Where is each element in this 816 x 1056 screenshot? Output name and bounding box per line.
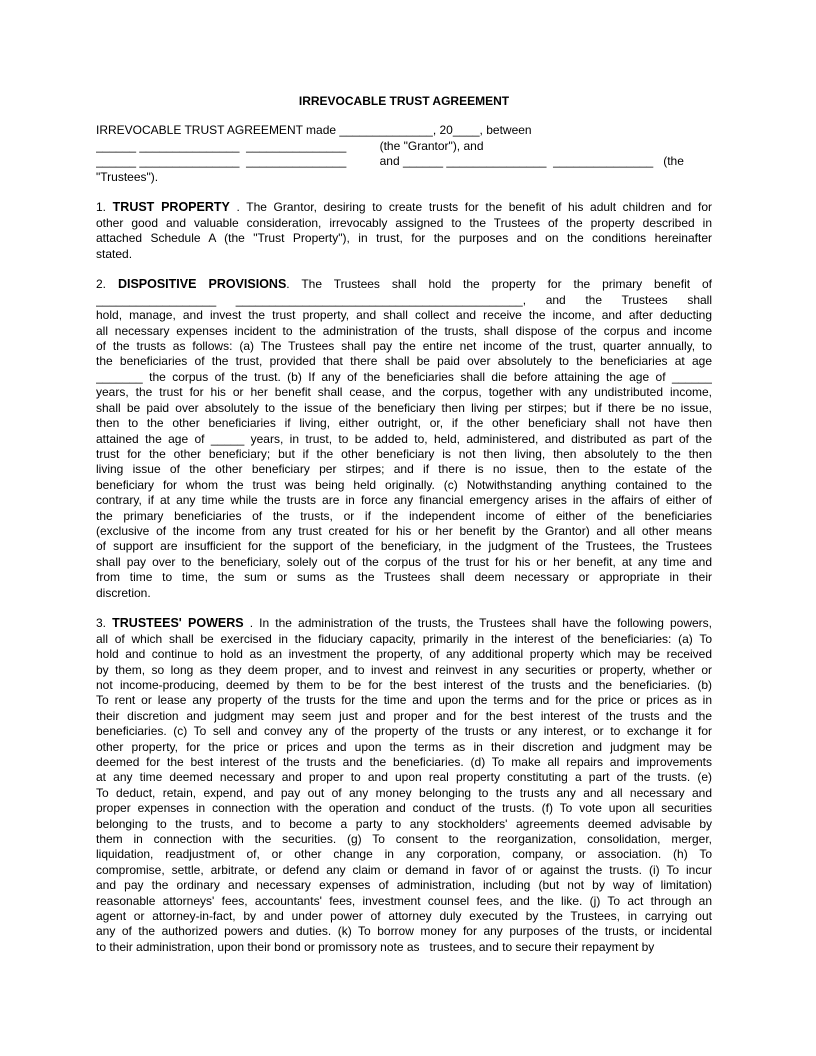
section-text: . In the administration of the trusts, the Trustees shall have the following powers, — [243, 616, 712, 631]
paragraph-line: their discretion and judgment may seem just and proper and for the best interest of the trusts and the — [96, 708, 712, 723]
preamble-line: ______ _______________ _______________ and ______ _______________ _______________ (the — [96, 154, 684, 169]
paragraph-line: all of which shall be exercised in the fiduciary capacity, primarily in the interest of the beneficiaries: (a) To — [96, 631, 712, 646]
paragraph-line: of support are insufficient for the support of the beneficiary, in the judgment of the Trustees, the Trustees — [96, 539, 712, 554]
paragraph-line: _______ the corpus of the trust. (b) If any of the beneficiaries shall die before attaining the age of ______ — [96, 369, 712, 384]
paragraph-line: the primary beneficiaries of the trusts, or if the independent income of either of the beneficiaries — [96, 508, 712, 523]
paragraph-line: any of the authorized powers and duties. (k) To borrow money for any purposes of the trusts, or incidental — [96, 924, 712, 939]
paragraph-line: by them, so long as they deem proper, and to invest and reinvest in any securities or property, whether or — [96, 662, 712, 677]
document-title: IRREVOCABLE TRUST AGREEMENT — [298, 94, 510, 108]
paragraph-line: To rent or lease any property of the trusts for the time and upon the terms and for the price or prices as in — [96, 693, 712, 708]
paragraph-line — [96, 277, 712, 292]
paragraph-line: hold and continue to hold as an investment the property, of any additional property which may be received — [96, 647, 712, 662]
paragraph-line: (exclusive of the income from any trust created for his or her benefit by the Grantor) and all other means — [96, 523, 712, 538]
section-number: 1. — [96, 200, 113, 215]
preamble-line: IRREVOCABLE TRUST AGREEMENT made ______________, 20____, between — [96, 123, 532, 138]
paragraph-line: at any time deemed necessary and proper to and upon real property constituting a part of the trusts. (e) — [96, 770, 712, 785]
paragraph-line: attained the age of _____ years, in trust, to be added to, held, administered, and distributed as part of the — [96, 431, 712, 446]
paragraph-line: then to the other beneficiaries if living, either outright, or, if the other beneficiary shall not have then — [96, 416, 712, 431]
paragraph-line: not income-producing, deemed by them to be for the best interest of the trusts and the beneficiaries. (b) — [96, 677, 712, 692]
paragraph-line: attached Schedule A (the "Trust Property"), in trust, for the purposes and on the conditions hereinafter — [96, 231, 712, 246]
section-heading: DISPOSITIVE PROVISIONS — [117, 277, 287, 292]
section-trust-property — [96, 200, 712, 262]
paragraph-line: all necessary expenses incident to the administration of the trusts, shall dispose of the corpus and income — [96, 323, 712, 338]
paragraph-line: years, the trust for his or her benefit shall cease, and the corpus, together with any undistributed income, — [96, 385, 712, 400]
paragraph-line: living issue of the other beneficiary per stirpes; and if there is no issue, then to the estate of the — [96, 462, 712, 477]
paragraph-line: liquidation, readjustment of, or other change in any corporation, company, or association. (h) To — [96, 847, 712, 862]
paragraph-line: proper expenses in connection with the operation and conduct of the trusts. (f) To vote upon all securities — [96, 801, 712, 816]
preamble-line: "Trustees"). — [96, 169, 159, 184]
paragraph-line: shall pay over to the beneficiary, solely out of the corpus of the trust for his or her benefit, at any time and — [96, 554, 712, 569]
paragraph-line: to their administration, upon their bond or promissory note as trustees, and to secure their repayment by — [96, 939, 655, 954]
paragraph-line: stated. — [96, 246, 133, 261]
paragraph-line: them in connection with the securities. (g) To consent to the reorganization, consolidation, merger, — [96, 832, 712, 847]
paragraph-line: contrary, if at any time while the trusts are in force any financial emergency arises in the affairs of either of — [96, 493, 712, 508]
paragraph-line: trust for the other beneficiary; but if the other beneficiary is not then living, then absolutely to the then — [96, 446, 712, 461]
paragraph-line — [96, 200, 712, 215]
paragraph-line: other property, for the price or prices and upon the terms as in their discretion and judgment may be — [96, 739, 712, 754]
paragraph-line: To deduct, retain, expend, and pay out of any money belonging to the trusts any and all necessary and — [96, 785, 712, 800]
preamble — [96, 123, 712, 185]
paragraph-line: the beneficiaries of the trust, provided that there shall be paid over absolutely to the beneficiaries at age — [96, 354, 712, 369]
paragraph-line: hold, manage, and invest the trust property, and shall collect and receive the income, and after deducting — [96, 308, 712, 323]
section-heading: TRUSTEES' POWERS — [112, 616, 244, 631]
paragraph-line: reasonable attorneys' fees, accountants' fees, investment counsel fees, and the like. (j) To act through an — [96, 893, 712, 908]
paragraph-line: of the trusts as follows: (a) The Trustees shall pay the entire net income of the trust, quarter annually, to — [96, 339, 712, 354]
paragraph-line: discretion. — [96, 585, 151, 600]
paragraph-line: from time to time, the sum or sums as the Trustees shall deem necessary or appropriate in their — [96, 570, 712, 585]
paragraph-line: agent or attorney-in-fact, by and under power of attorney duly executed by the Trustees, in carrying out — [96, 909, 712, 924]
paragraph-line: shall be paid over absolutely to the issue of the beneficiary then living per stirpes; but if there be no issue, — [96, 400, 712, 415]
section-trustees-powers — [96, 616, 712, 955]
preamble-line: ______ _______________ _______________ (the "Grantor"), and — [96, 138, 484, 153]
section-dispositive-provisions — [96, 277, 712, 601]
paragraph-line: deemed for the best interest of the trusts and the beneficiaries. (d) To make all repairs and improvements — [96, 755, 712, 770]
section-text: . The Grantor, desiring to create trusts for the benefit of his adult children and for — [229, 200, 712, 215]
paragraph-line — [96, 616, 712, 631]
paragraph-line: belonging to the trusts, and to become a party to any stockholders' agreements deemed advisable by — [96, 816, 712, 831]
section-heading: TRUST PROPERTY — [112, 200, 230, 215]
paragraph-line: compromise, settle, arbitrate, or defend any claim or demand in favor of or against the trusts. (i) To incur — [96, 862, 712, 877]
document-page — [96, 94, 712, 955]
paragraph-line: beneficiaries. (c) To sell and convey any of the property of the trusts or any interest, or to exchange it for — [96, 724, 712, 739]
section-number: 3. — [96, 616, 113, 631]
paragraph-line: other good and valuable consideration, irrevocably assigned to the Trustees of the property described in — [96, 215, 712, 230]
paragraph-line: __________________ ___________________________________________, and the Trustees shall — [96, 292, 712, 307]
paragraph-line: beneficiary for whom the trust was being held originally. (c) Notwithstanding anything contained to the — [96, 477, 712, 492]
paragraph-line: and pay the ordinary and necessary expenses of administration, including (but not by way of limitation) — [96, 878, 712, 893]
section-number: 2. — [96, 277, 118, 292]
section-text: . The Trustees shall hold the property for the primary benefit of — [286, 277, 712, 292]
